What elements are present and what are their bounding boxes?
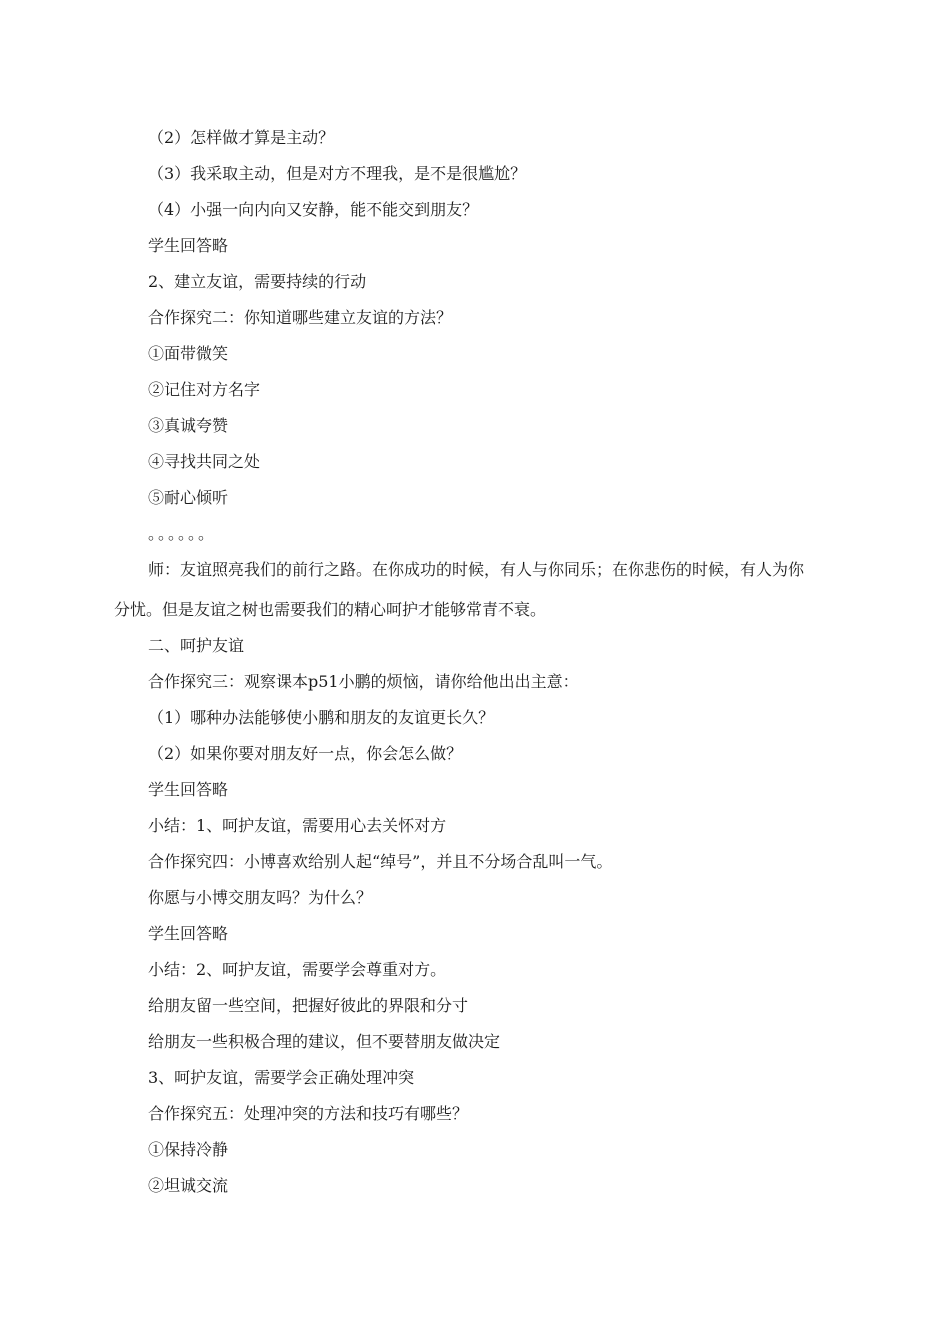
inquiry-3: 合作探究三：观察课本p51小鹏的烦恼，请你给他出出主意： [148,672,579,691]
inquiry-4: 合作探究四：小博喜欢给别人起“绰号”，并且不分场合乱叫一气。 [148,852,613,871]
advice-suggestion: 给朋友一些积极合理的建议，但不要替朋友做决定 [148,1032,501,1051]
method-3: ③真诚夸赞 [148,416,229,435]
inquiry-3-question-2: （2）如果你要对朋友好一点，你会怎么做？ [148,744,463,763]
question-2: （2）怎样做才算是主动？ [148,128,335,147]
section-heading-2: 2、建立友谊，需要持续的行动 [148,272,367,291]
conflict-method-1: ①保持冷静 [148,1140,229,1159]
section-heading-3: 3、呵护友谊，需要学会正确处理冲突 [148,1068,415,1087]
method-2: ②记住对方名字 [148,380,261,399]
inquiry-3-question-1: （1）哪种办法能够使小鹏和朋友的友谊更长久？ [148,708,495,727]
teacher-paragraph-line-2: 分忧。但是友谊之树也需要我们的精心呵护才能够常青不衰。 [114,600,547,619]
summary-1: 小结：1、呵护友谊，需要用心去关怀对方 [148,816,447,835]
inquiry-2: 合作探究二：你知道哪些建立友谊的方法？ [148,308,453,327]
inquiry-5: 合作探究五：处理冲突的方法和技巧有哪些？ [148,1104,469,1123]
section-heading-protect: 二、呵护友谊 [148,636,245,655]
student-answer-note-3: 学生回答略 [148,924,229,943]
student-answer-note: 学生回答略 [148,236,229,255]
method-5: ⑤耐心倾听 [148,488,229,507]
question-4: （4）小强一向内向又安静，能不能交到朋友？ [148,200,479,219]
summary-2: 小结：2、呵护友谊，需要学会尊重对方。 [148,960,447,979]
method-4: ④寻找共同之处 [148,452,261,471]
question-3: （3）我采取主动，但是对方不理我，是不是很尴尬？ [148,164,527,183]
conflict-method-2: ②坦诚交流 [148,1176,229,1195]
advice-space: 给朋友留一些空间，把握好彼此的界限和分寸 [148,996,469,1015]
inquiry-4-question: 你愿与小博交朋友吗？为什么？ [148,888,373,907]
method-1: ①面带微笑 [148,344,229,363]
student-answer-note-2: 学生回答略 [148,780,229,799]
ellipsis-line: 。。。。。。 [148,524,217,543]
teacher-paragraph-line-1: 师：友谊照亮我们的前行之路。在你成功的时候，有人与你同乐；在你悲伤的时候，有人为你 [148,560,805,579]
